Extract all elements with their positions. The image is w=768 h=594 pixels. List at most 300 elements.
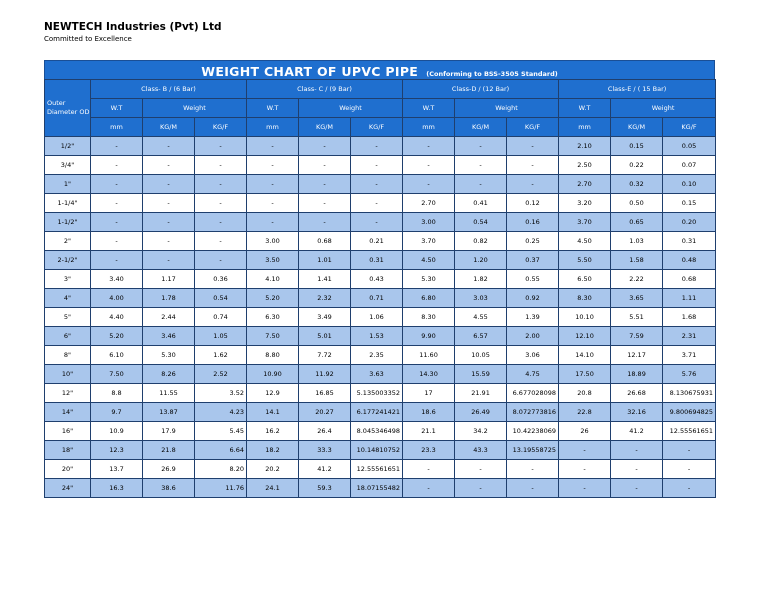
table-cell: 1.17 <box>143 270 195 289</box>
unit-kg-f: KG/F <box>663 118 716 137</box>
table-cell: 1.39 <box>507 308 559 327</box>
table-cell: 14.30 <box>403 365 455 384</box>
table-row <box>45 441 716 460</box>
table-cell: 0.15 <box>663 194 716 213</box>
table-cell: 12.17 <box>611 346 663 365</box>
table-cell: 0.50 <box>611 194 663 213</box>
table-cell: - <box>611 441 663 460</box>
table-cell: 5.30 <box>403 270 455 289</box>
wt-header: W.T <box>91 99 143 118</box>
table-cell: 8.20 <box>195 460 247 479</box>
table-cell: 4.55 <box>455 308 507 327</box>
table-cell: 12.55561651 <box>663 422 716 441</box>
table-cell: 1.20 <box>455 251 507 270</box>
od-cell: 24" <box>45 479 91 498</box>
table-cell: 0.92 <box>507 289 559 308</box>
wt-header: W.T <box>403 99 455 118</box>
class-c-header: Class- C / (9 Bar) <box>247 80 403 99</box>
table-cell: 20.2 <box>247 460 299 479</box>
table-cell: 2.70 <box>403 194 455 213</box>
table-row <box>45 251 716 270</box>
table-cell: - <box>247 137 299 156</box>
table-cell: 4.10 <box>247 270 299 289</box>
table-cell: - <box>247 156 299 175</box>
table-cell: 12.9 <box>247 384 299 403</box>
table-cell: 9.7 <box>91 403 143 422</box>
table-cell: 32.16 <box>611 403 663 422</box>
table-cell: 0.36 <box>195 270 247 289</box>
table-cell: 5.50 <box>559 251 611 270</box>
table-cell: - <box>559 441 611 460</box>
table-row <box>45 346 716 365</box>
weight-header: Weight <box>143 99 247 118</box>
table-cell: - <box>299 194 351 213</box>
table-cell: - <box>247 213 299 232</box>
table-cell: 8.130675931 <box>663 384 716 403</box>
table-cell: 26.49 <box>455 403 507 422</box>
table-cell: 26.4 <box>299 422 351 441</box>
table-cell: 3.52 <box>195 384 247 403</box>
table-cell: 0.68 <box>299 232 351 251</box>
table-cell: 1.62 <box>195 346 247 365</box>
table-row <box>45 137 716 156</box>
table-cell: 43.3 <box>455 441 507 460</box>
table-cell: - <box>507 137 559 156</box>
table-cell: 0.41 <box>455 194 507 213</box>
table-cell: 10.10 <box>559 308 611 327</box>
table-cell: 17.9 <box>143 422 195 441</box>
table-cell: - <box>507 460 559 479</box>
od-cell: 1" <box>45 175 91 194</box>
table-cell: 5.20 <box>247 289 299 308</box>
table-cell: 24.1 <box>247 479 299 498</box>
table-cell: 26 <box>559 422 611 441</box>
table-cell: - <box>559 479 611 498</box>
table-row <box>45 460 716 479</box>
table-cell: 20.27 <box>299 403 351 422</box>
table-cell: 1.11 <box>663 289 716 308</box>
od-header: Outer Diameter OD <box>45 80 91 137</box>
table-cell: 0.10 <box>663 175 716 194</box>
chart-title: WEIGHT CHART OF UPVC PIPE <box>201 64 419 79</box>
table-cell: 0.25 <box>507 232 559 251</box>
table-row <box>45 156 716 175</box>
od-cell: 18" <box>45 441 91 460</box>
table-cell: 0.16 <box>507 213 559 232</box>
table-cell: 0.43 <box>351 270 403 289</box>
class-d-header: Class-D / (12 Bar) <box>403 80 559 99</box>
table-cell: 2.32 <box>299 289 351 308</box>
table-cell: - <box>663 479 716 498</box>
table-cell: 18.6 <box>403 403 455 422</box>
table-cell: 0.15 <box>611 137 663 156</box>
table-cell: - <box>403 479 455 498</box>
table-cell: - <box>195 251 247 270</box>
table-cell: 2.22 <box>611 270 663 289</box>
chart-subtitle: (Conforming to BSS-3505 Standard) <box>426 70 558 78</box>
table-cell: 2.31 <box>663 327 716 346</box>
table-row <box>45 289 716 308</box>
table-row <box>45 232 716 251</box>
table-cell: 4.50 <box>403 251 455 270</box>
table-cell: 3.03 <box>455 289 507 308</box>
table-cell: - <box>455 460 507 479</box>
table-cell: - <box>507 156 559 175</box>
table-cell: 3.71 <box>663 346 716 365</box>
table-cell: 6.177241421 <box>351 403 403 422</box>
table-cell: - <box>91 232 143 251</box>
table-cell: 1.41 <box>299 270 351 289</box>
table-cell: 11.60 <box>403 346 455 365</box>
table-cell: 22.8 <box>559 403 611 422</box>
table-cell: 3.63 <box>351 365 403 384</box>
table-cell: 3.20 <box>559 194 611 213</box>
unit-mm: mm <box>559 118 611 137</box>
table-cell: 10.14810752 <box>351 441 403 460</box>
table-cell: - <box>299 175 351 194</box>
table-cell: 3.70 <box>559 213 611 232</box>
table-row <box>45 422 716 441</box>
unit-mm: mm <box>91 118 143 137</box>
table-cell: 6.10 <box>91 346 143 365</box>
table-cell: - <box>195 137 247 156</box>
od-cell: 2" <box>45 232 91 251</box>
table-cell: 5.30 <box>143 346 195 365</box>
od-cell: 16" <box>45 422 91 441</box>
table-cell: 0.71 <box>351 289 403 308</box>
table-cell: - <box>507 479 559 498</box>
table-cell: 0.31 <box>351 251 403 270</box>
table-cell: 7.50 <box>247 327 299 346</box>
table-cell: 1.82 <box>455 270 507 289</box>
table-cell: - <box>351 194 403 213</box>
table-row <box>45 365 716 384</box>
table-cell: 21.8 <box>143 441 195 460</box>
table-cell: 8.30 <box>403 308 455 327</box>
table-row <box>45 403 716 422</box>
table-cell: 0.65 <box>611 213 663 232</box>
table-cell: 34.2 <box>455 422 507 441</box>
table-cell: 0.54 <box>195 289 247 308</box>
table-row <box>45 175 716 194</box>
table-cell: 16.2 <box>247 422 299 441</box>
od-cell: 1/2" <box>45 137 91 156</box>
od-cell: 12" <box>45 384 91 403</box>
table-cell: - <box>91 137 143 156</box>
unit-kg-m: KG/M <box>299 118 351 137</box>
table-cell: 9.90 <box>403 327 455 346</box>
table-cell: 17.50 <box>559 365 611 384</box>
table-body <box>45 137 716 498</box>
table-cell: 17 <box>403 384 455 403</box>
table-cell: - <box>91 213 143 232</box>
table-cell: 6.57 <box>455 327 507 346</box>
od-cell: 2-1/2" <box>45 251 91 270</box>
table-cell: 8.80 <box>247 346 299 365</box>
table-cell: 0.74 <box>195 308 247 327</box>
table-cell: 20.8 <box>559 384 611 403</box>
unit-kg-m: KG/M <box>143 118 195 137</box>
table-cell: 2.52 <box>195 365 247 384</box>
table-row <box>45 194 716 213</box>
table-cell: - <box>143 232 195 251</box>
table-cell: - <box>351 213 403 232</box>
table-cell: - <box>611 460 663 479</box>
weight-table <box>44 79 716 498</box>
class-e-header: Class-E / ( 15 Bar) <box>559 80 716 99</box>
table-cell: - <box>455 479 507 498</box>
unit-kg-f: KG/F <box>351 118 403 137</box>
table-cell: - <box>195 213 247 232</box>
table-cell: - <box>299 213 351 232</box>
table-cell: 0.21 <box>351 232 403 251</box>
table-cell: 3.49 <box>299 308 351 327</box>
table-cell: 11.55 <box>143 384 195 403</box>
table-cell: - <box>351 156 403 175</box>
weight-header: Weight <box>455 99 559 118</box>
table-cell: - <box>403 175 455 194</box>
table-cell: 3.65 <box>611 289 663 308</box>
od-cell: 1-1/4" <box>45 194 91 213</box>
table-cell: 1.03 <box>611 232 663 251</box>
table-cell: 14.1 <box>247 403 299 422</box>
table-cell: 41.2 <box>299 460 351 479</box>
table-cell: 3.46 <box>143 327 195 346</box>
table-cell: 33.3 <box>299 441 351 460</box>
table-cell: - <box>403 156 455 175</box>
od-cell: 20" <box>45 460 91 479</box>
od-cell: 4" <box>45 289 91 308</box>
unit-kg-f: KG/F <box>507 118 559 137</box>
table-cell: - <box>663 441 716 460</box>
table-cell: 16.3 <box>91 479 143 498</box>
table-cell: 38.6 <box>143 479 195 498</box>
unit-kg-m: KG/M <box>611 118 663 137</box>
table-cell: 0.48 <box>663 251 716 270</box>
table-cell: 1.78 <box>143 289 195 308</box>
table-cell: 59.3 <box>299 479 351 498</box>
table-cell: - <box>143 156 195 175</box>
unit-mm: mm <box>247 118 299 137</box>
table-cell: 21.1 <box>403 422 455 441</box>
table-cell: 18.07155482 <box>351 479 403 498</box>
table-cell: - <box>455 175 507 194</box>
table-cell: 2.00 <box>507 327 559 346</box>
table-cell: 4.50 <box>559 232 611 251</box>
table-cell: 6.677028098 <box>507 384 559 403</box>
table-cell: 26.68 <box>611 384 663 403</box>
table-cell: 41.2 <box>611 422 663 441</box>
od-cell: 5" <box>45 308 91 327</box>
table-cell: - <box>403 137 455 156</box>
table-cell: - <box>143 175 195 194</box>
table-cell: 16.85 <box>299 384 351 403</box>
od-cell: 10" <box>45 365 91 384</box>
od-cell: 3/4" <box>45 156 91 175</box>
table-cell: 13.19558725 <box>507 441 559 460</box>
table-cell: - <box>663 460 716 479</box>
table-cell: 12.3 <box>91 441 143 460</box>
table-cell: - <box>143 213 195 232</box>
table-cell: 5.20 <box>91 327 143 346</box>
table-cell: 5.51 <box>611 308 663 327</box>
table-cell: - <box>195 194 247 213</box>
table-cell: - <box>143 137 195 156</box>
table-cell: 8.072773816 <box>507 403 559 422</box>
table-cell: 0.20 <box>663 213 716 232</box>
table-cell: 0.55 <box>507 270 559 289</box>
table-cell: - <box>91 251 143 270</box>
table-cell: 3.00 <box>403 213 455 232</box>
wt-header: W.T <box>247 99 299 118</box>
table-cell: 18.2 <box>247 441 299 460</box>
table-cell: - <box>403 460 455 479</box>
table-cell: 12.10 <box>559 327 611 346</box>
od-cell: 6" <box>45 327 91 346</box>
table-header <box>45 80 716 137</box>
table-cell: 0.07 <box>663 156 716 175</box>
table-cell: 23.3 <box>403 441 455 460</box>
table-cell: 11.76 <box>195 479 247 498</box>
table-cell: 13.7 <box>91 460 143 479</box>
table-cell: 9.800694825 <box>663 403 716 422</box>
table-cell: 2.70 <box>559 175 611 194</box>
table-cell: - <box>247 175 299 194</box>
table-cell: 8.26 <box>143 365 195 384</box>
chart-title-bar <box>44 60 715 79</box>
table-cell: - <box>559 460 611 479</box>
unit-mm: mm <box>403 118 455 137</box>
weight-chart-sheet <box>44 60 715 498</box>
unit-kg-f: KG/F <box>195 118 247 137</box>
table-cell: - <box>455 137 507 156</box>
table-cell: 10.9 <box>91 422 143 441</box>
od-cell: 3" <box>45 270 91 289</box>
table-cell: 5.135003352 <box>351 384 403 403</box>
table-cell: 10.90 <box>247 365 299 384</box>
table-cell: 11.92 <box>299 365 351 384</box>
table-cell: 4.23 <box>195 403 247 422</box>
table-cell: 21.91 <box>455 384 507 403</box>
class-b-header: Class- B / (6 Bar) <box>91 80 247 99</box>
table-cell: 6.30 <box>247 308 299 327</box>
table-cell: 0.12 <box>507 194 559 213</box>
table-cell: - <box>351 175 403 194</box>
table-cell: 3.06 <box>507 346 559 365</box>
table-cell: - <box>143 194 195 213</box>
weight-header: Weight <box>611 99 716 118</box>
table-cell: - <box>455 156 507 175</box>
table-cell: - <box>91 156 143 175</box>
table-cell: 0.32 <box>611 175 663 194</box>
table-cell: 2.44 <box>143 308 195 327</box>
table-cell: - <box>91 194 143 213</box>
table-cell: 0.54 <box>455 213 507 232</box>
table-cell: - <box>507 175 559 194</box>
od-cell: 8" <box>45 346 91 365</box>
table-cell: 10.05 <box>455 346 507 365</box>
table-cell: 8.8 <box>91 384 143 403</box>
unit-kg-m: KG/M <box>455 118 507 137</box>
table-cell: 26.9 <box>143 460 195 479</box>
table-row <box>45 479 716 498</box>
table-cell: 0.37 <box>507 251 559 270</box>
table-cell: 13.87 <box>143 403 195 422</box>
table-cell: 0.82 <box>455 232 507 251</box>
table-cell: 4.40 <box>91 308 143 327</box>
table-cell: 0.31 <box>663 232 716 251</box>
table-cell: - <box>143 251 195 270</box>
table-cell: - <box>195 156 247 175</box>
table-cell: 2.50 <box>559 156 611 175</box>
company-header <box>44 21 222 44</box>
table-cell: 7.72 <box>299 346 351 365</box>
table-cell: 5.01 <box>299 327 351 346</box>
table-cell: - <box>611 479 663 498</box>
table-cell: 8.045346498 <box>351 422 403 441</box>
table-cell: - <box>195 232 247 251</box>
table-cell: - <box>195 175 247 194</box>
table-cell: 1.58 <box>611 251 663 270</box>
table-cell: 4.75 <box>507 365 559 384</box>
table-cell: - <box>351 137 403 156</box>
table-cell: 10.42238069 <box>507 422 559 441</box>
table-cell: 2.10 <box>559 137 611 156</box>
table-cell: 18.89 <box>611 365 663 384</box>
table-cell: 5.45 <box>195 422 247 441</box>
weight-header: Weight <box>299 99 403 118</box>
table-cell: - <box>91 175 143 194</box>
od-cell: 14" <box>45 403 91 422</box>
table-cell: 1.01 <box>299 251 351 270</box>
table-row <box>45 308 716 327</box>
table-cell: 1.53 <box>351 327 403 346</box>
table-cell: 3.40 <box>91 270 143 289</box>
table-cell: 6.80 <box>403 289 455 308</box>
table-cell: 0.05 <box>663 137 716 156</box>
table-cell: 5.76 <box>663 365 716 384</box>
table-cell: 1.06 <box>351 308 403 327</box>
table-cell: 6.64 <box>195 441 247 460</box>
table-cell: 3.50 <box>247 251 299 270</box>
table-cell: 2.35 <box>351 346 403 365</box>
company-name: NEWTECH Industries (Pvt) Ltd <box>44 21 222 33</box>
table-row <box>45 213 716 232</box>
table-cell: 3.00 <box>247 232 299 251</box>
table-cell: 0.68 <box>663 270 716 289</box>
table-cell: 0.22 <box>611 156 663 175</box>
table-cell: 8.30 <box>559 289 611 308</box>
table-cell: 14.10 <box>559 346 611 365</box>
table-cell: 6.50 <box>559 270 611 289</box>
table-row <box>45 270 716 289</box>
table-cell: 15.59 <box>455 365 507 384</box>
wt-header: W.T <box>559 99 611 118</box>
table-cell: 7.59 <box>611 327 663 346</box>
od-cell: 1-1/2" <box>45 213 91 232</box>
table-cell: 1.68 <box>663 308 716 327</box>
company-tagline: Committed to Excellence <box>44 35 132 43</box>
table-cell: 1.05 <box>195 327 247 346</box>
table-cell: 12.55561651 <box>351 460 403 479</box>
table-row <box>45 327 716 346</box>
table-cell: - <box>247 194 299 213</box>
table-cell: 4.00 <box>91 289 143 308</box>
table-cell: 3.70 <box>403 232 455 251</box>
table-cell: 7.50 <box>91 365 143 384</box>
table-cell: - <box>299 156 351 175</box>
table-cell: - <box>299 137 351 156</box>
